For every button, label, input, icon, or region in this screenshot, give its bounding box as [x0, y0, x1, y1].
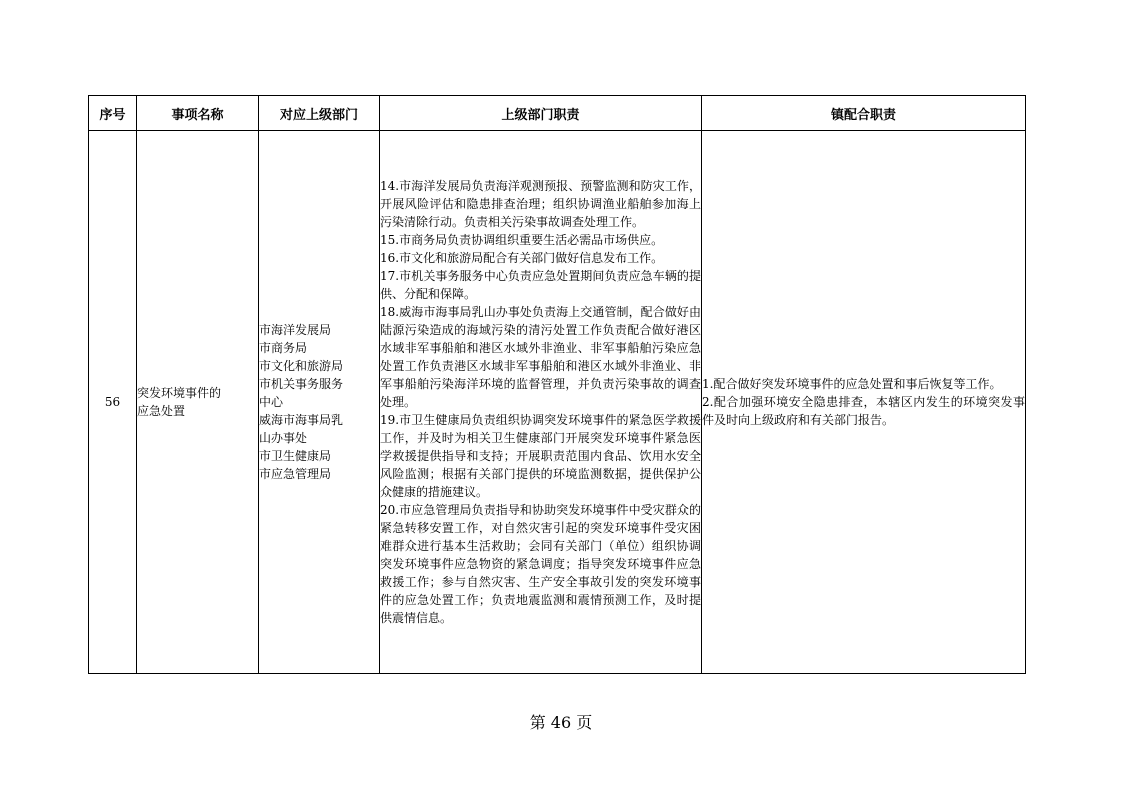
- cell-upper-duties: [380, 131, 702, 674]
- item-name-line: 应急处置: [137, 404, 186, 418]
- upper-duty-item: 14.市海洋发展局负责海洋观测预报、预警监测和防灾工作，开展风险评估和隐患排查治理；组织协调渔业船舶参加海上污染清除行动。负责相关污染事故调查处理工作。: [380, 179, 701, 229]
- cell-town-duties: [702, 131, 1026, 674]
- town-duty-item: 2.配合加强环境安全隐患排查，本辖区内发生的环境突发事件及时向上级政府和有关部门报告。: [702, 395, 1025, 427]
- table-header-row: [89, 96, 1026, 131]
- town-duty-item: 1.配合做好突发环境事件的应急处置和事后恢复等工作。: [702, 377, 1002, 391]
- page-number: 第 46 页: [529, 713, 593, 732]
- header-upper-dept: 对应上级部门: [259, 96, 380, 131]
- dept-line: 市机关事务服务: [259, 377, 344, 391]
- cell-upper-dept: [259, 131, 380, 674]
- dept-line: 中心: [259, 395, 284, 409]
- upper-duty-item: 16.市文化和旅游局配合有关部门做好信息发布工作。: [380, 251, 664, 265]
- cell-no: 56: [89, 131, 137, 674]
- dept-line: 市海洋发展局: [259, 323, 332, 337]
- dept-line: 市文化和旅游局: [259, 359, 344, 373]
- dept-line: 山办事处: [259, 431, 308, 445]
- upper-duty-item: 15.市商务局负责协调组织重要生活必需品市场供应。: [380, 233, 664, 247]
- dept-line: 市卫生健康局: [259, 449, 332, 463]
- upper-duty-item: 20.市应急管理局负责指导和协助突发环境事件中受灾群众的紧急转移安置工作，对自然灾害引起的突发环境事件受灾困难群众进行基本生活救助；会同有关部门（单位）组织协调突发环境事件应急物资的紧急调度；指导突发环境事件应急救援工作；参与自然灾害、生产安全事故引发的突发环境事件的应急处置工作；负责地震监测和震情预测工作，及时提供震情信息。: [380, 503, 701, 625]
- header-no: 序号: [89, 96, 137, 131]
- upper-duty-item: 17.市机关事务服务中心负责应急处置期间负责应急车辆的提供、分配和保障。: [380, 269, 701, 301]
- upper-duty-item: 19.市卫生健康局负责组织协调突发环境事件的紧急医学救援工作，并及时为相关卫生健康部门开展突发环境事件紧急医学救援提供指导和支持；开展职责范围内食品、饮用水安全风险监测；根据有关部门提供的环境监测数据，提供保护公众健康的措施建议。: [380, 413, 701, 499]
- header-upper-duties: 上级部门职责: [380, 96, 702, 131]
- cell-item-name: [137, 131, 259, 674]
- table-row: [89, 131, 1026, 674]
- header-town-duties: 镇配合职责: [702, 96, 1026, 131]
- dept-line: 市商务局: [259, 341, 308, 355]
- upper-duty-item: 18.威海市海事局乳山办事处负责海上交通管制，配合做好由陆源污染造成的海域污染的清污处置工作负责配合做好港区水域非军事船舶和港区水域外非渔业、非军事船舶污染应急处置工作负责港区水域非军事船舶和港区水域外非渔业、非军事船舶污染海洋环境的监督管理，并负责污染事故的调查处理。: [380, 305, 701, 409]
- duty-table: [88, 95, 1026, 674]
- header-item-name: 事项名称: [137, 96, 259, 131]
- dept-line: 市应急管理局: [259, 467, 332, 481]
- item-name-line: 突发环境事件的: [137, 386, 222, 400]
- dept-line: 威海市海事局乳: [259, 413, 344, 427]
